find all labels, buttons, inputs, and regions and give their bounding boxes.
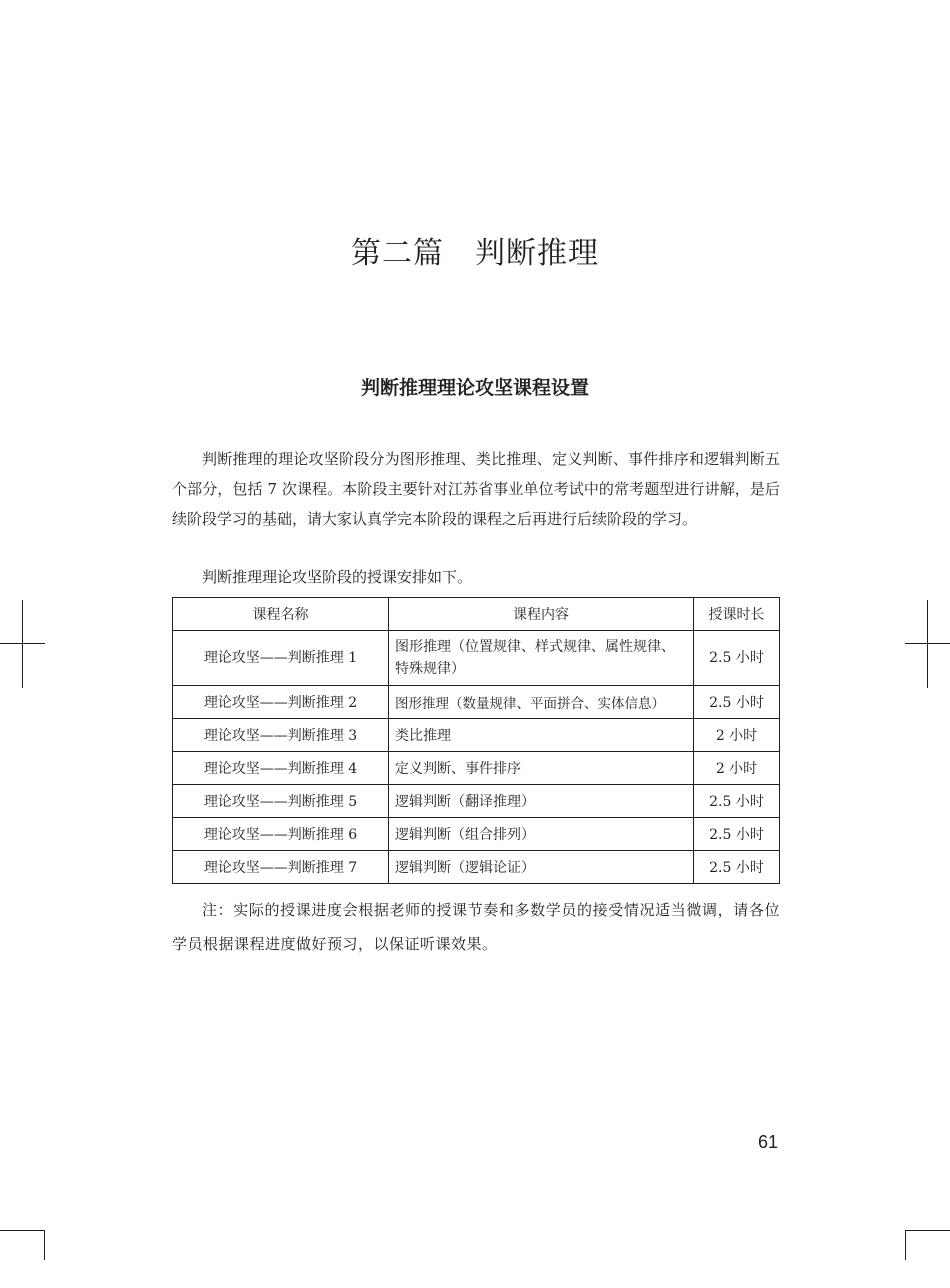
crop-mark-left-vertical [22,600,23,688]
course-name-cell: 理论攻坚——判断推理 4 [173,752,389,785]
crop-mark-right-vertical [927,600,928,688]
course-name-cell: 理论攻坚——判断推理 5 [173,785,389,818]
course-name-cell: 理论攻坚——判断推理 2 [173,686,389,719]
crop-mark-right-horizontal [905,643,950,644]
table-row [173,818,780,851]
course-name-cell: 理论攻坚——判断推理 7 [173,851,389,884]
intro-paragraph: 判断推理的理论攻坚阶段分为图形推理、类比推理、定义判断、事件排序和逻辑判断五个部分，包括 7 次课程。本阶段主要针对江苏省事业单位考试中的常考题型进行讲解，是后续阶段学习的基础，请大家认真学完本阶段的课程之后再进行后续阶段的学习。 [172,450,780,528]
header-course-hours: 授课时长 [694,598,780,631]
crop-mark-left-horizontal [0,643,45,644]
header-course-content: 课程内容 [389,598,694,631]
section-title: 判断推理理论攻坚课程设置 [360,377,589,399]
course-hours-cell: 2.5 小时 [694,631,780,686]
course-hours-cell: 2 小时 [694,752,780,785]
course-content-cell: 逻辑判断（组合排列） [389,818,694,851]
course-name-cell: 理论攻坚——判断推理 6 [173,818,389,851]
schedule-note: 注：实际的授课进度会根据老师的授课节奏和多数学员的接受情况适当微调，请各位学员根据课程进度做好预习，以保证听课效果。 [172,901,780,953]
table-row [173,752,780,785]
table-header-row [173,598,780,631]
course-content-cell: 图形推理（位置规律、样式规律、属性规律、特殊规律） [389,631,694,686]
course-schedule-table [172,597,780,884]
crop-mark-bottom-left-vertical [44,1230,45,1260]
course-hours-cell: 2 小时 [694,719,780,752]
header-course-name: 课程名称 [173,598,389,631]
course-hours-cell: 2.5 小时 [694,851,780,884]
table-row [173,785,780,818]
table-row [173,851,780,884]
page-number: 61 [757,1132,778,1152]
table-row [173,719,780,752]
course-hours-cell: 2.5 小时 [694,785,780,818]
course-content-cell: 逻辑判断（逻辑论证） [389,851,694,884]
course-content-cell: 逻辑判断（翻译推理） [389,785,694,818]
crop-mark-bottom-left-horizontal [0,1230,45,1231]
course-hours-cell: 2.5 小时 [694,818,780,851]
course-name-cell: 理论攻坚——判断推理 3 [173,719,389,752]
course-content-cell: 定义判断、事件排序 [389,752,694,785]
part-title: 第二篇 判断推理 [351,236,599,271]
table-row [173,686,780,719]
course-content-cell: 类比推理 [389,719,694,752]
crop-mark-bottom-right-vertical [905,1230,906,1260]
course-hours-cell: 2.5 小时 [694,686,780,719]
course-name-cell: 理论攻坚——判断推理 1 [173,631,389,686]
course-content-cell: 图形推理（数量规律、平面拼合、实体信息） [389,686,694,719]
crop-mark-bottom-right-horizontal [905,1230,950,1231]
arrangement-intro: 判断推理理论攻坚阶段的授课安排如下。 [202,568,473,586]
table-row [173,631,780,686]
